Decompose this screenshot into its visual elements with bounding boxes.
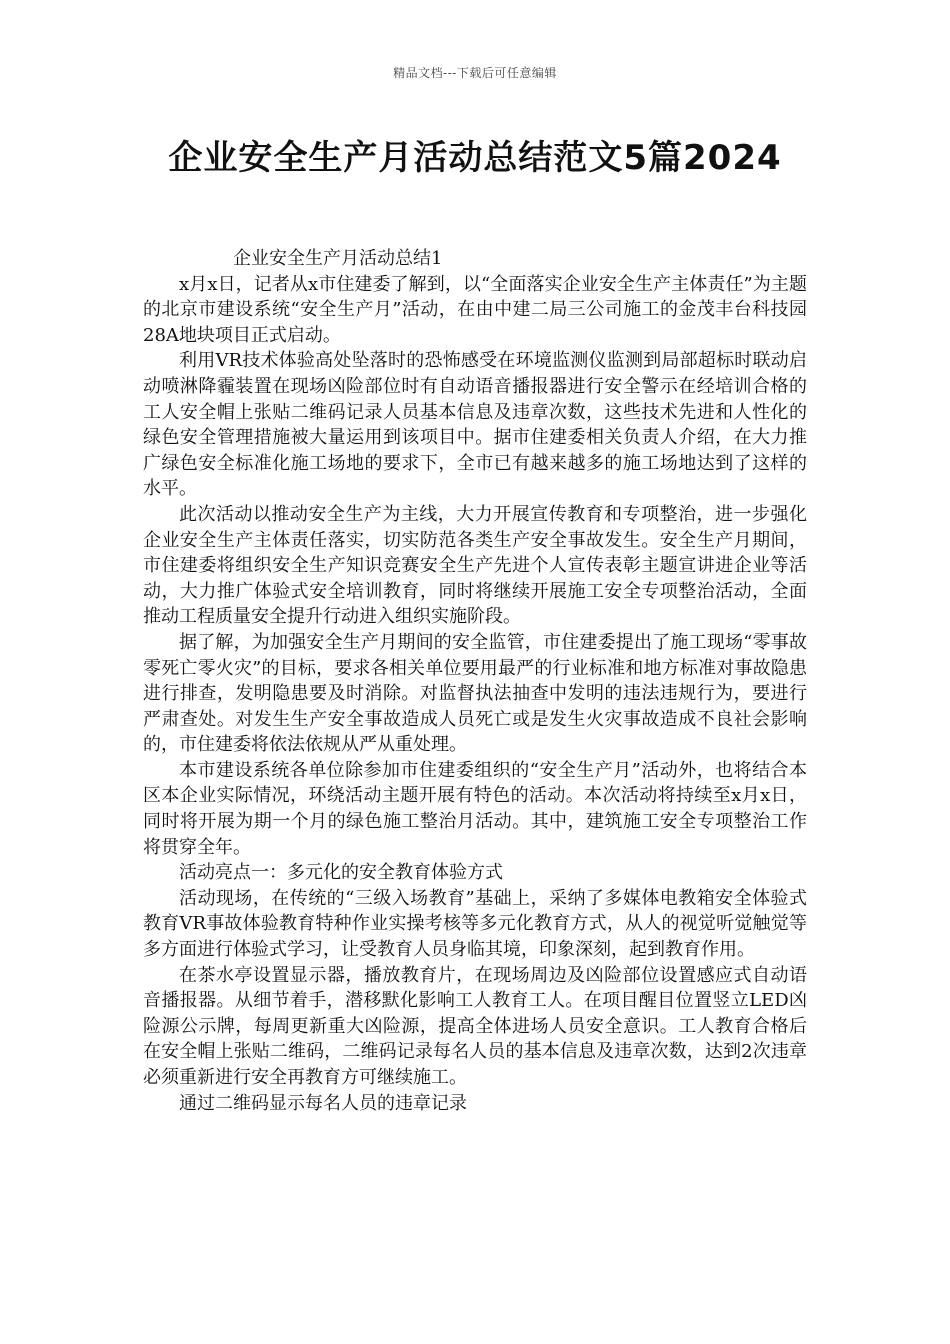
paragraph: 在茶水亭设置显示器，播放教育片，在现场周边及凶险部位设置感应式自动语音播报器。从细节着手，潜移默化影响工人教育工人。在项目醒目位置竖立LED凶险源公示牌，每周更新重大凶险源，提高全体进场人员安全意识。工人教育合格后在安全帽上张贴二维码，二维码记录每名人员的基本信息及违章次数，达到2次违章必须重新进行安全再教育方可继续施工。 bbox=[143, 964, 807, 1088]
paragraph: x月x日，记者从x市住建委了解到，以“全面落实企业安全生产主体责任”为主题的北京市建设系统“安全生产月”活动，在由中建二局三公司施工的金茂丰台科技园28A地块项目正式启动。 bbox=[143, 273, 807, 346]
paragraph-subheading: 活动亮点一：多元化的安全教育体验方式 bbox=[179, 862, 503, 884]
paragraph: 此次活动以推动安全生产为主线，大力开展宣传教育和专项整治，进一步强化企业安全生产主体责任落实，切实防范各类生产安全事故发生。安全生产月期间，市住建委将组织安全生产知识竞赛安全生产先进个人宣传表彰主题宣讲进企业等活动，大力推广体验式安全培训教育，同时将继续开展施工安全专项整治活动，全面推动工程质量安全提升行动进入组织实施阶段。 bbox=[143, 503, 807, 628]
paragraph: 利用VR技术体验高处坠落时的恐怖感受在环境监测仪监测到局部超标时联动启动喷淋降霾装置在现场凶险部位时有自动语音播报器进行安全警示在经培训合格的工人安全帽上张贴二维码记录人员基本信息及违章次数，这些技术先进和人性化的绿色安全管理措施被大量运用到该项目中。据市住建委相关负责人介绍，在大力推广绿色安全标准化施工场地的要求下，全市已有越来越多的施工场地达到了这样的水平。 bbox=[143, 350, 807, 500]
paragraph: 活动现场，在传统的“三级入场教育”基础上，采纳了多媒体电教箱安全体验式教育VR事故体验教育特种作业实操考核等多元化教育方式，从人的视觉听觉触觉等多方面进行体验式学习，让受教育人员身临其境，印象深刻，起到教育作用。 bbox=[143, 887, 807, 961]
section-heading: 企业安全生产月活动总结1 bbox=[233, 248, 443, 269]
document-body bbox=[143, 246, 807, 1116]
document-title: 企业安全生产月活动总结范文5篇2024 bbox=[168, 138, 782, 178]
page-watermark: 精品文档---下载后可任意编辑 bbox=[393, 66, 557, 80]
paragraph: 通过二维码显示每名人员的违章记录 bbox=[179, 1092, 467, 1114]
paragraph: 本市建设系统各单位除参加市住建委组织的“安全生产月”活动外，也将结合本区本企业实际情况，环绕活动主题开展有特色的活动。本次活动将持续至x月x日，同时将开展为期一个月的绿色施工整治月活动。其中，建筑施工安全专项整治工作将贯穿全年。 bbox=[143, 759, 807, 858]
paragraph: 据了解，为加强安全生产月期间的安全监管，市住建委提出了施工现场“零事故零死亡零火灾”的目标，要求各相关单位要用最严的行业标准和地方标准对事故隐患进行排查，发明隐患要及时消除。对监督执法抽查中发明的违法违规行为，要进行严肃查处。对发生生产安全事故造成人员死亡或是发生火灾事故造成不良社会影响的，市住建委将依法依规从严从重处理。 bbox=[143, 631, 807, 756]
